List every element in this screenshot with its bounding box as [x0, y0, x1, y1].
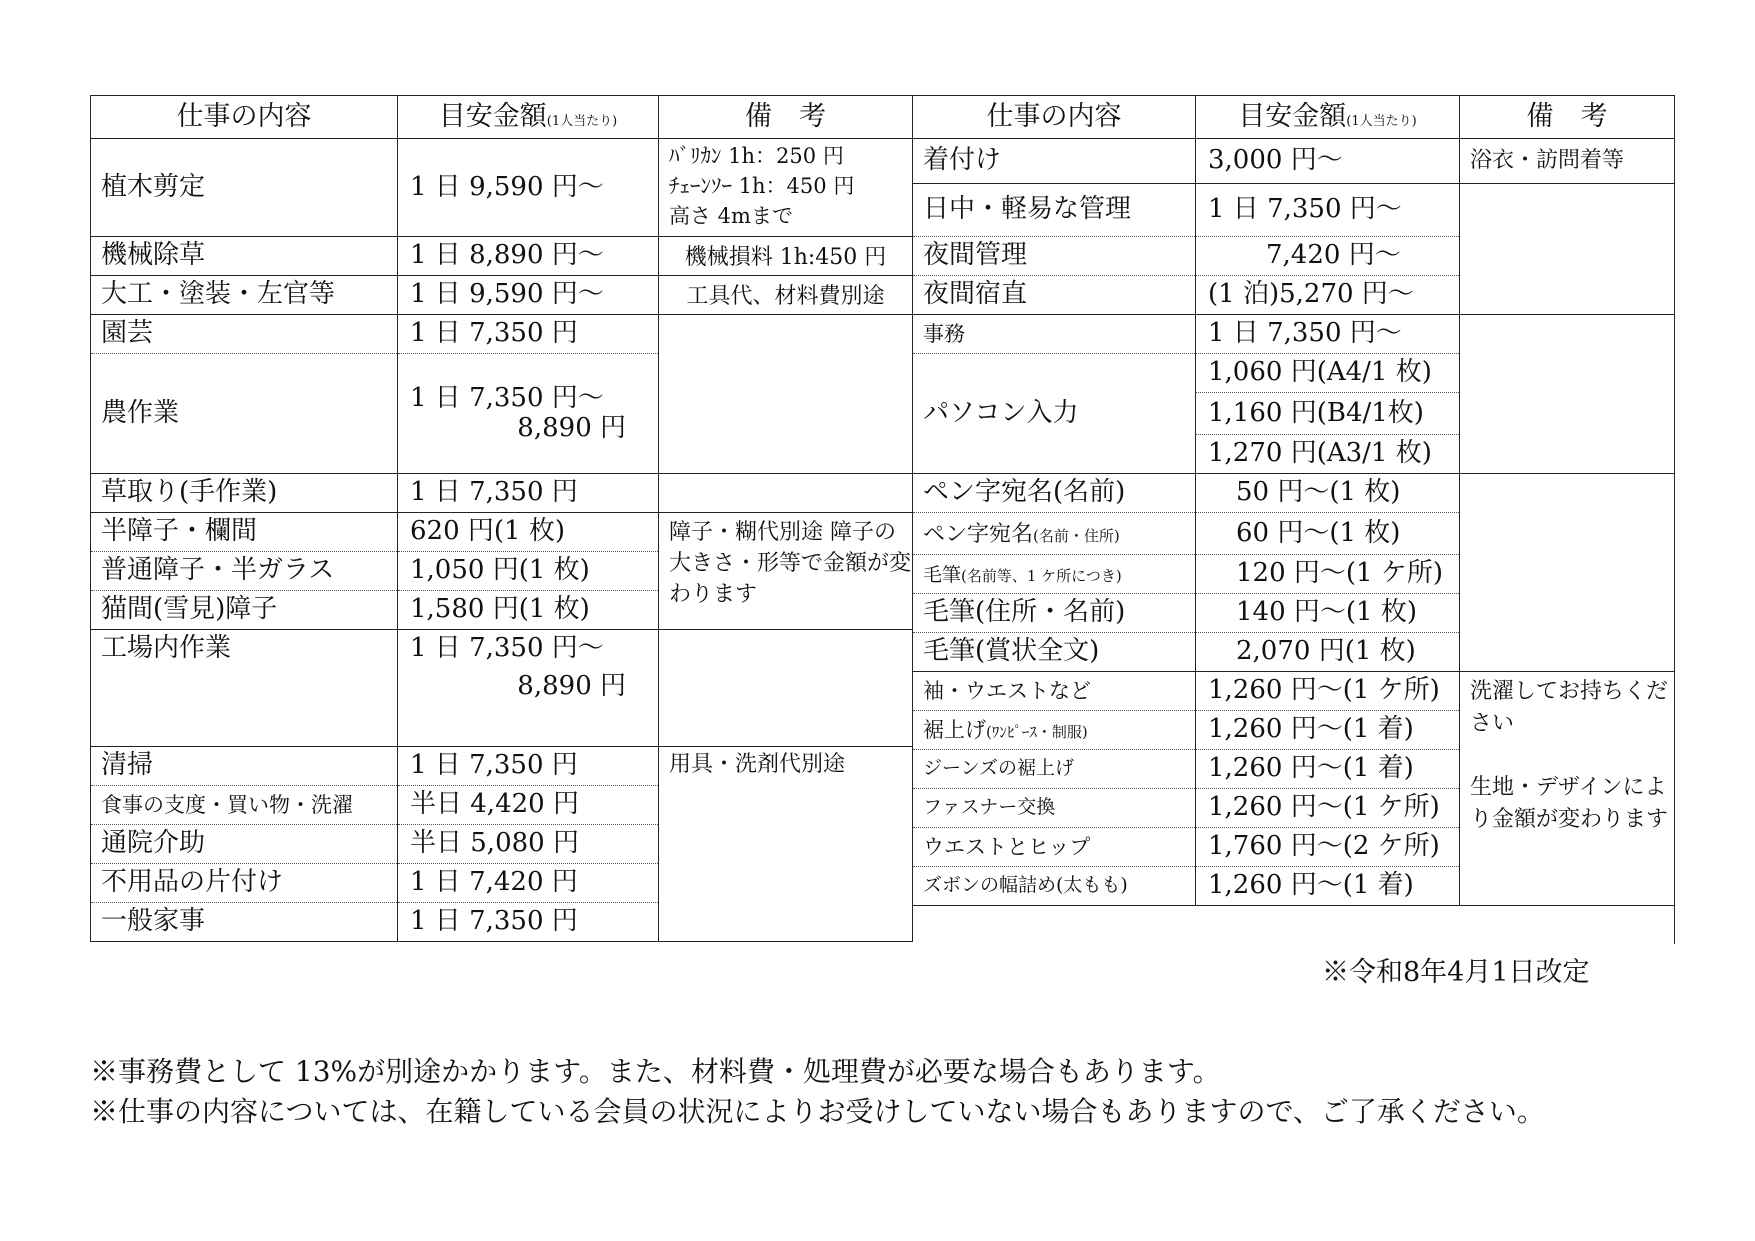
- job-amount: 1 日 7,420 円: [398, 864, 659, 903]
- job-name: 毛筆(名前等、1 ケ所につき): [913, 555, 1196, 594]
- job-name: 着付け: [913, 139, 1196, 184]
- job-amount: 1,260 円～(1 ケ所): [1196, 672, 1460, 711]
- table-row: [91, 237, 913, 276]
- job-amount: 1 日 7,350 円: [398, 315, 659, 354]
- header-content: 仕事の内容: [913, 96, 1196, 139]
- table-row-empty: [913, 906, 1675, 944]
- job-amount: 1 日 7,350 円～: [1196, 315, 1460, 354]
- job-name: 毛筆(賞状全文): [913, 633, 1196, 672]
- remarks-empty: [1460, 474, 1675, 672]
- remarks-cleaning: 用具・洗剤代別途: [659, 747, 913, 942]
- job-name: ペン字宛名(名前・住所): [913, 513, 1196, 555]
- header-amount: 目安金額(1人当たり): [398, 96, 659, 139]
- table-row: [913, 474, 1675, 513]
- remarks-carpentry: 工具代、材料費別途: [659, 276, 913, 315]
- job-amount: 2,070 円(1 枚): [1196, 633, 1460, 672]
- job-amount: 1 日 7,350 円: [398, 747, 659, 786]
- job-name: 夜間管理: [913, 237, 1196, 276]
- job-amount: 1 日 7,350 円～: [1196, 184, 1460, 237]
- footnotes: [90, 1052, 1545, 1132]
- table-row: [913, 139, 1675, 184]
- remarks-empty: [659, 315, 913, 474]
- job-amount: 1,260 円～(1 着): [1196, 867, 1460, 906]
- job-amount: 1 日 8,890 円～: [398, 237, 659, 276]
- right-header-row: [913, 96, 1675, 139]
- remarks-shoji: 障子・糊代別途 障子の大きさ・形等で金額が変わります: [659, 513, 913, 630]
- footnote-availability: ※仕事の内容については、在籍している会員の状況によりお受けしていない場合もありますので、ご了承ください。: [90, 1095, 1545, 1128]
- job-amount: 140 円～(1 枚): [1196, 594, 1460, 633]
- table-row: [91, 315, 913, 354]
- header-amount-note: (1人当たり): [546, 114, 618, 130]
- header-remarks: 備 考: [1460, 96, 1675, 139]
- table-row: [913, 672, 1675, 711]
- table-row: [91, 513, 913, 552]
- job-name: 工場内作業: [91, 630, 398, 747]
- job-amount: 1,050 円(1 枚): [398, 552, 659, 591]
- job-name: 不用品の片付け: [91, 864, 398, 903]
- job-name: 機械除草: [91, 237, 398, 276]
- job-amount: 7,420 円～: [1196, 237, 1460, 276]
- right-price-table: [912, 95, 1675, 944]
- empty-cell: [913, 906, 1675, 944]
- job-name: 裾上げ(ﾜﾝﾋﾟｰｽ・制服): [913, 711, 1196, 750]
- job-amount: 50 円～(1 枚): [1196, 474, 1460, 513]
- job-amount: 1,760 円～(2 ケ所): [1196, 828, 1460, 867]
- job-amount: 1,260 円～(1 ケ所): [1196, 789, 1460, 828]
- job-amount: 60 円～(1 枚): [1196, 513, 1460, 555]
- header-remarks: 備 考: [659, 96, 913, 139]
- job-name: 農作業: [91, 354, 398, 474]
- job-amount: 1 日 7,350 円～ 8,890 円: [398, 354, 659, 474]
- remarks-empty: [659, 474, 913, 513]
- job-amount: 半日 4,420 円: [398, 786, 659, 825]
- job-name: 食事の支度・買い物・洗濯: [91, 786, 398, 825]
- job-name: 袖・ウエストなど: [913, 672, 1196, 711]
- job-name: 清掃: [91, 747, 398, 786]
- job-amount: 1 日 7,350 円: [398, 474, 659, 513]
- revision-date: ※令和8年4月1日改定: [1322, 957, 1590, 988]
- job-name: 日中・軽易な管理: [913, 184, 1196, 237]
- job-amount: 1,580 円(1 枚): [398, 591, 659, 630]
- job-name: ウエストとヒップ: [913, 828, 1196, 867]
- remarks-weeding: 機械損料 1h:450 円: [659, 237, 913, 276]
- header-amount: 目安金額(1人当たり): [1196, 96, 1460, 139]
- job-amount: 1 日 9,590 円～: [398, 276, 659, 315]
- job-amount: 1,270 円(A3/1 枚): [1196, 435, 1460, 474]
- table-row: [91, 474, 913, 513]
- job-name: ジーンズの裾上げ: [913, 750, 1196, 789]
- job-name: 草取り(手作業): [91, 474, 398, 513]
- job-amount: 1,260 円～(1 着): [1196, 750, 1460, 789]
- job-name: 大工・塗装・左官等: [91, 276, 398, 315]
- table-row: [91, 747, 913, 786]
- table-row: [91, 139, 913, 237]
- job-name: ペン字宛名(名前): [913, 474, 1196, 513]
- job-name: 植木剪定: [91, 139, 398, 237]
- job-name: ファスナー交換: [913, 789, 1196, 828]
- job-name: ズボンの幅詰め(太もも): [913, 867, 1196, 906]
- footnote-fees: ※事務費として 13%が別途かかります。また、材料費・処理費が必要な場合もあります。: [90, 1055, 1221, 1088]
- job-amount: 半日 5,080 円: [398, 825, 659, 864]
- job-name: 毛筆(住所・名前): [913, 594, 1196, 633]
- job-amount: 1,260 円～(1 着): [1196, 711, 1460, 750]
- job-name: 夜間宿直: [913, 276, 1196, 315]
- left-header-row: [91, 96, 913, 139]
- job-name: 一般家事: [91, 903, 398, 942]
- job-name: 半障子・欄間: [91, 513, 398, 552]
- job-amount: 1 日 7,350 円～ 8,890 円: [398, 630, 659, 747]
- remarks-empty: [659, 630, 913, 747]
- job-name: 事務: [913, 315, 1196, 354]
- header-content: 仕事の内容: [91, 96, 398, 139]
- job-name: 通院介助: [91, 825, 398, 864]
- remarks-kitsuke: 浴衣・訪問着等: [1460, 139, 1675, 184]
- remarks-sewing: 洗濯してお持ちください 生地・デザインにより金額が変わります: [1460, 672, 1675, 906]
- job-amount: 1 日 7,350 円: [398, 903, 659, 942]
- table-row: [91, 630, 913, 747]
- job-amount: 620 円(1 枚): [398, 513, 659, 552]
- job-name: パソコン入力: [913, 354, 1196, 474]
- job-amount: 1,160 円(B4/1枚): [1196, 393, 1460, 435]
- job-name: 普通障子・半ガラス: [91, 552, 398, 591]
- table-row: [91, 276, 913, 315]
- job-amount: (1 泊)5,270 円～: [1196, 276, 1460, 315]
- remarks-pruning: ﾊﾞﾘｶﾝ 1h：250 円 ﾁｪｰﾝｿｰ 1h：450 円 高さ 4mまで: [659, 139, 913, 237]
- table-row: [913, 315, 1675, 354]
- job-name: 猫間(雪見)障子: [91, 591, 398, 630]
- left-price-table: [90, 95, 913, 942]
- remarks-empty: [1460, 315, 1675, 474]
- remarks-empty: [1460, 184, 1675, 315]
- job-name: 園芸: [91, 315, 398, 354]
- job-amount: 1,060 円(A4/1 枚): [1196, 354, 1460, 393]
- header-amount-note: (1人当たり): [1346, 114, 1417, 130]
- table-row: [913, 184, 1675, 237]
- job-amount: 120 円～(1 ケ所): [1196, 555, 1460, 594]
- job-amount: 3,000 円～: [1196, 139, 1460, 184]
- job-amount: 1 日 9,590 円～: [398, 139, 659, 237]
